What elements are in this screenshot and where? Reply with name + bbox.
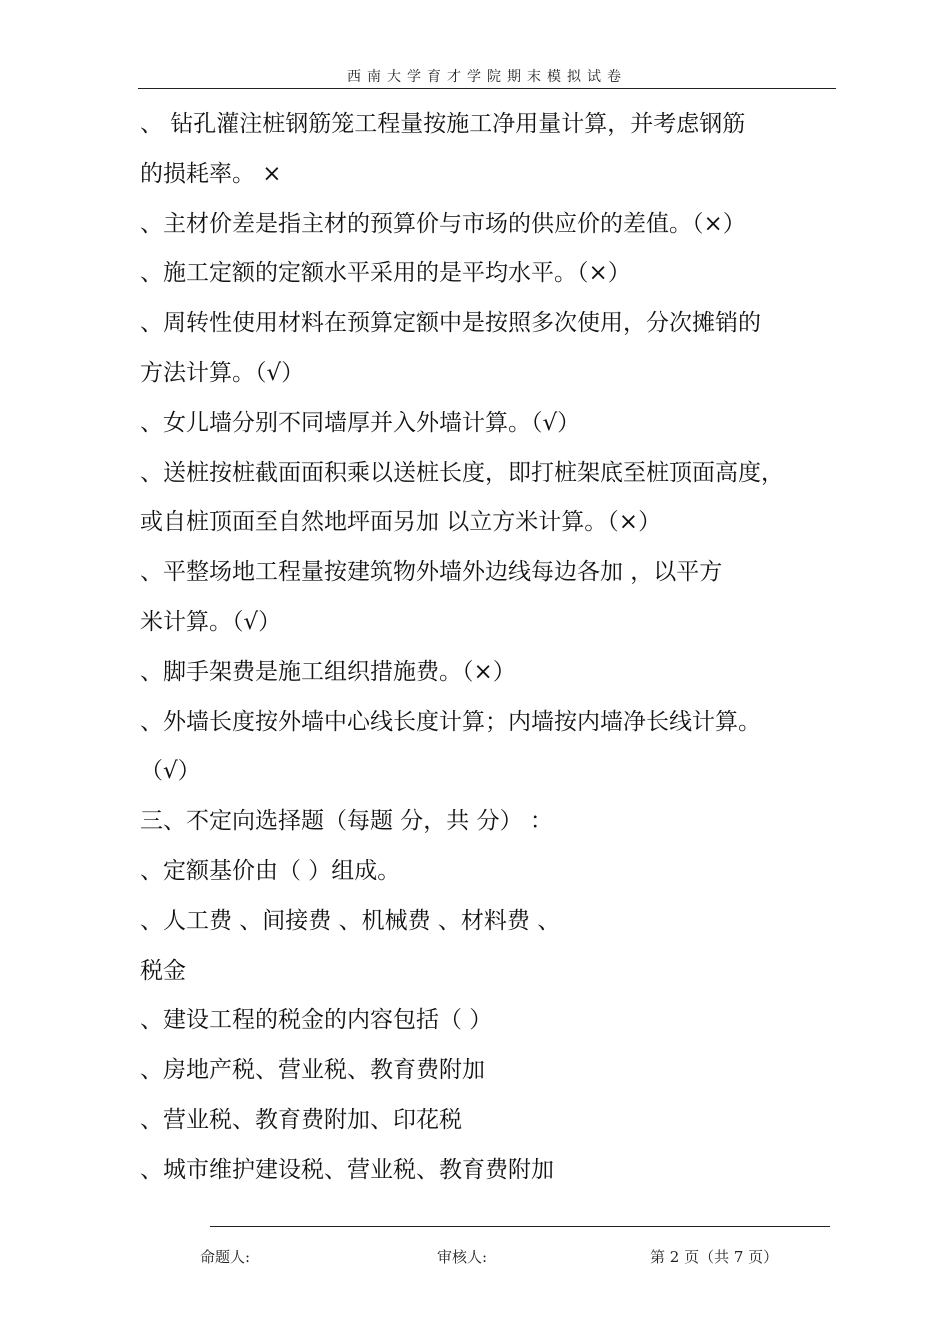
option-line: 、房地产税、营业税、教育费附加 (140, 1057, 485, 1084)
options-line: 税金 (140, 957, 186, 984)
page-header-title: 西南大学育才学院期末模拟试卷 (347, 69, 627, 85)
text-line: 、 钻孔灌注桩钢筋笼工程量按施工净用量计算，并考虑钢筋 (140, 111, 746, 137)
section-heading: 三、不定向选择题（每题 分，共 分） ： (140, 808, 553, 835)
footer-reviewer-label: 审核人: (437, 1248, 488, 1266)
text-line: 的损耗率。 × (140, 160, 282, 187)
text-line: 、平整场地工程量按建筑物外墙外边线每边各加 ，以平方 (140, 559, 723, 586)
text-line: 、施工定额的定额水平采用的是平均水平。（×） (140, 260, 631, 287)
question-line: 、建设工程的税金的内容包括（ ） (140, 1007, 493, 1034)
footer-page-number: 第 2 页（共 7 页） (650, 1248, 779, 1266)
footer-author-label: 命题人: (200, 1248, 251, 1266)
text-line: 、外墙长度按外墙中心线长度计算；内墙按内墙净长线计算。 (140, 708, 761, 735)
text-line: 、主材价差是指主材的预算价与市场的供应价的差值。（×） (140, 210, 746, 237)
option-line: 、城市维护建设税、营业税、教育费附加 (140, 1156, 554, 1183)
footer-divider (210, 1226, 830, 1227)
text-line: 方法计算。（√） (140, 359, 305, 386)
text-line: 、脚手架费是施工组织措施费。（×） (140, 658, 516, 685)
options-line: 、人工费 、间接费 、机械费 、材料费 、 (140, 907, 561, 934)
text-line: （√） (140, 758, 201, 785)
option-line: 、营业税、教育费附加、印花税 (140, 1106, 462, 1133)
text-line: 、女儿墙分别不同墙厚并入外墙计算。（√） (140, 409, 581, 436)
question-line: 、定额基价由（ ）组成。 (140, 857, 401, 884)
text-line: 或自桩顶面至自然地坪面另加 以立方米计算。（×） (140, 509, 662, 536)
exam-content (140, 100, 840, 1196)
text-line: 、送桩按桩截面面积乘以送桩长度，即打桩架底至桩顶面高度， (140, 459, 784, 486)
text-line: 米计算。（√） (140, 608, 282, 635)
text-line: 、周转性使用材料在预算定额中是按照多次使用，分次摊销的 (140, 310, 761, 337)
header-divider (138, 88, 836, 89)
